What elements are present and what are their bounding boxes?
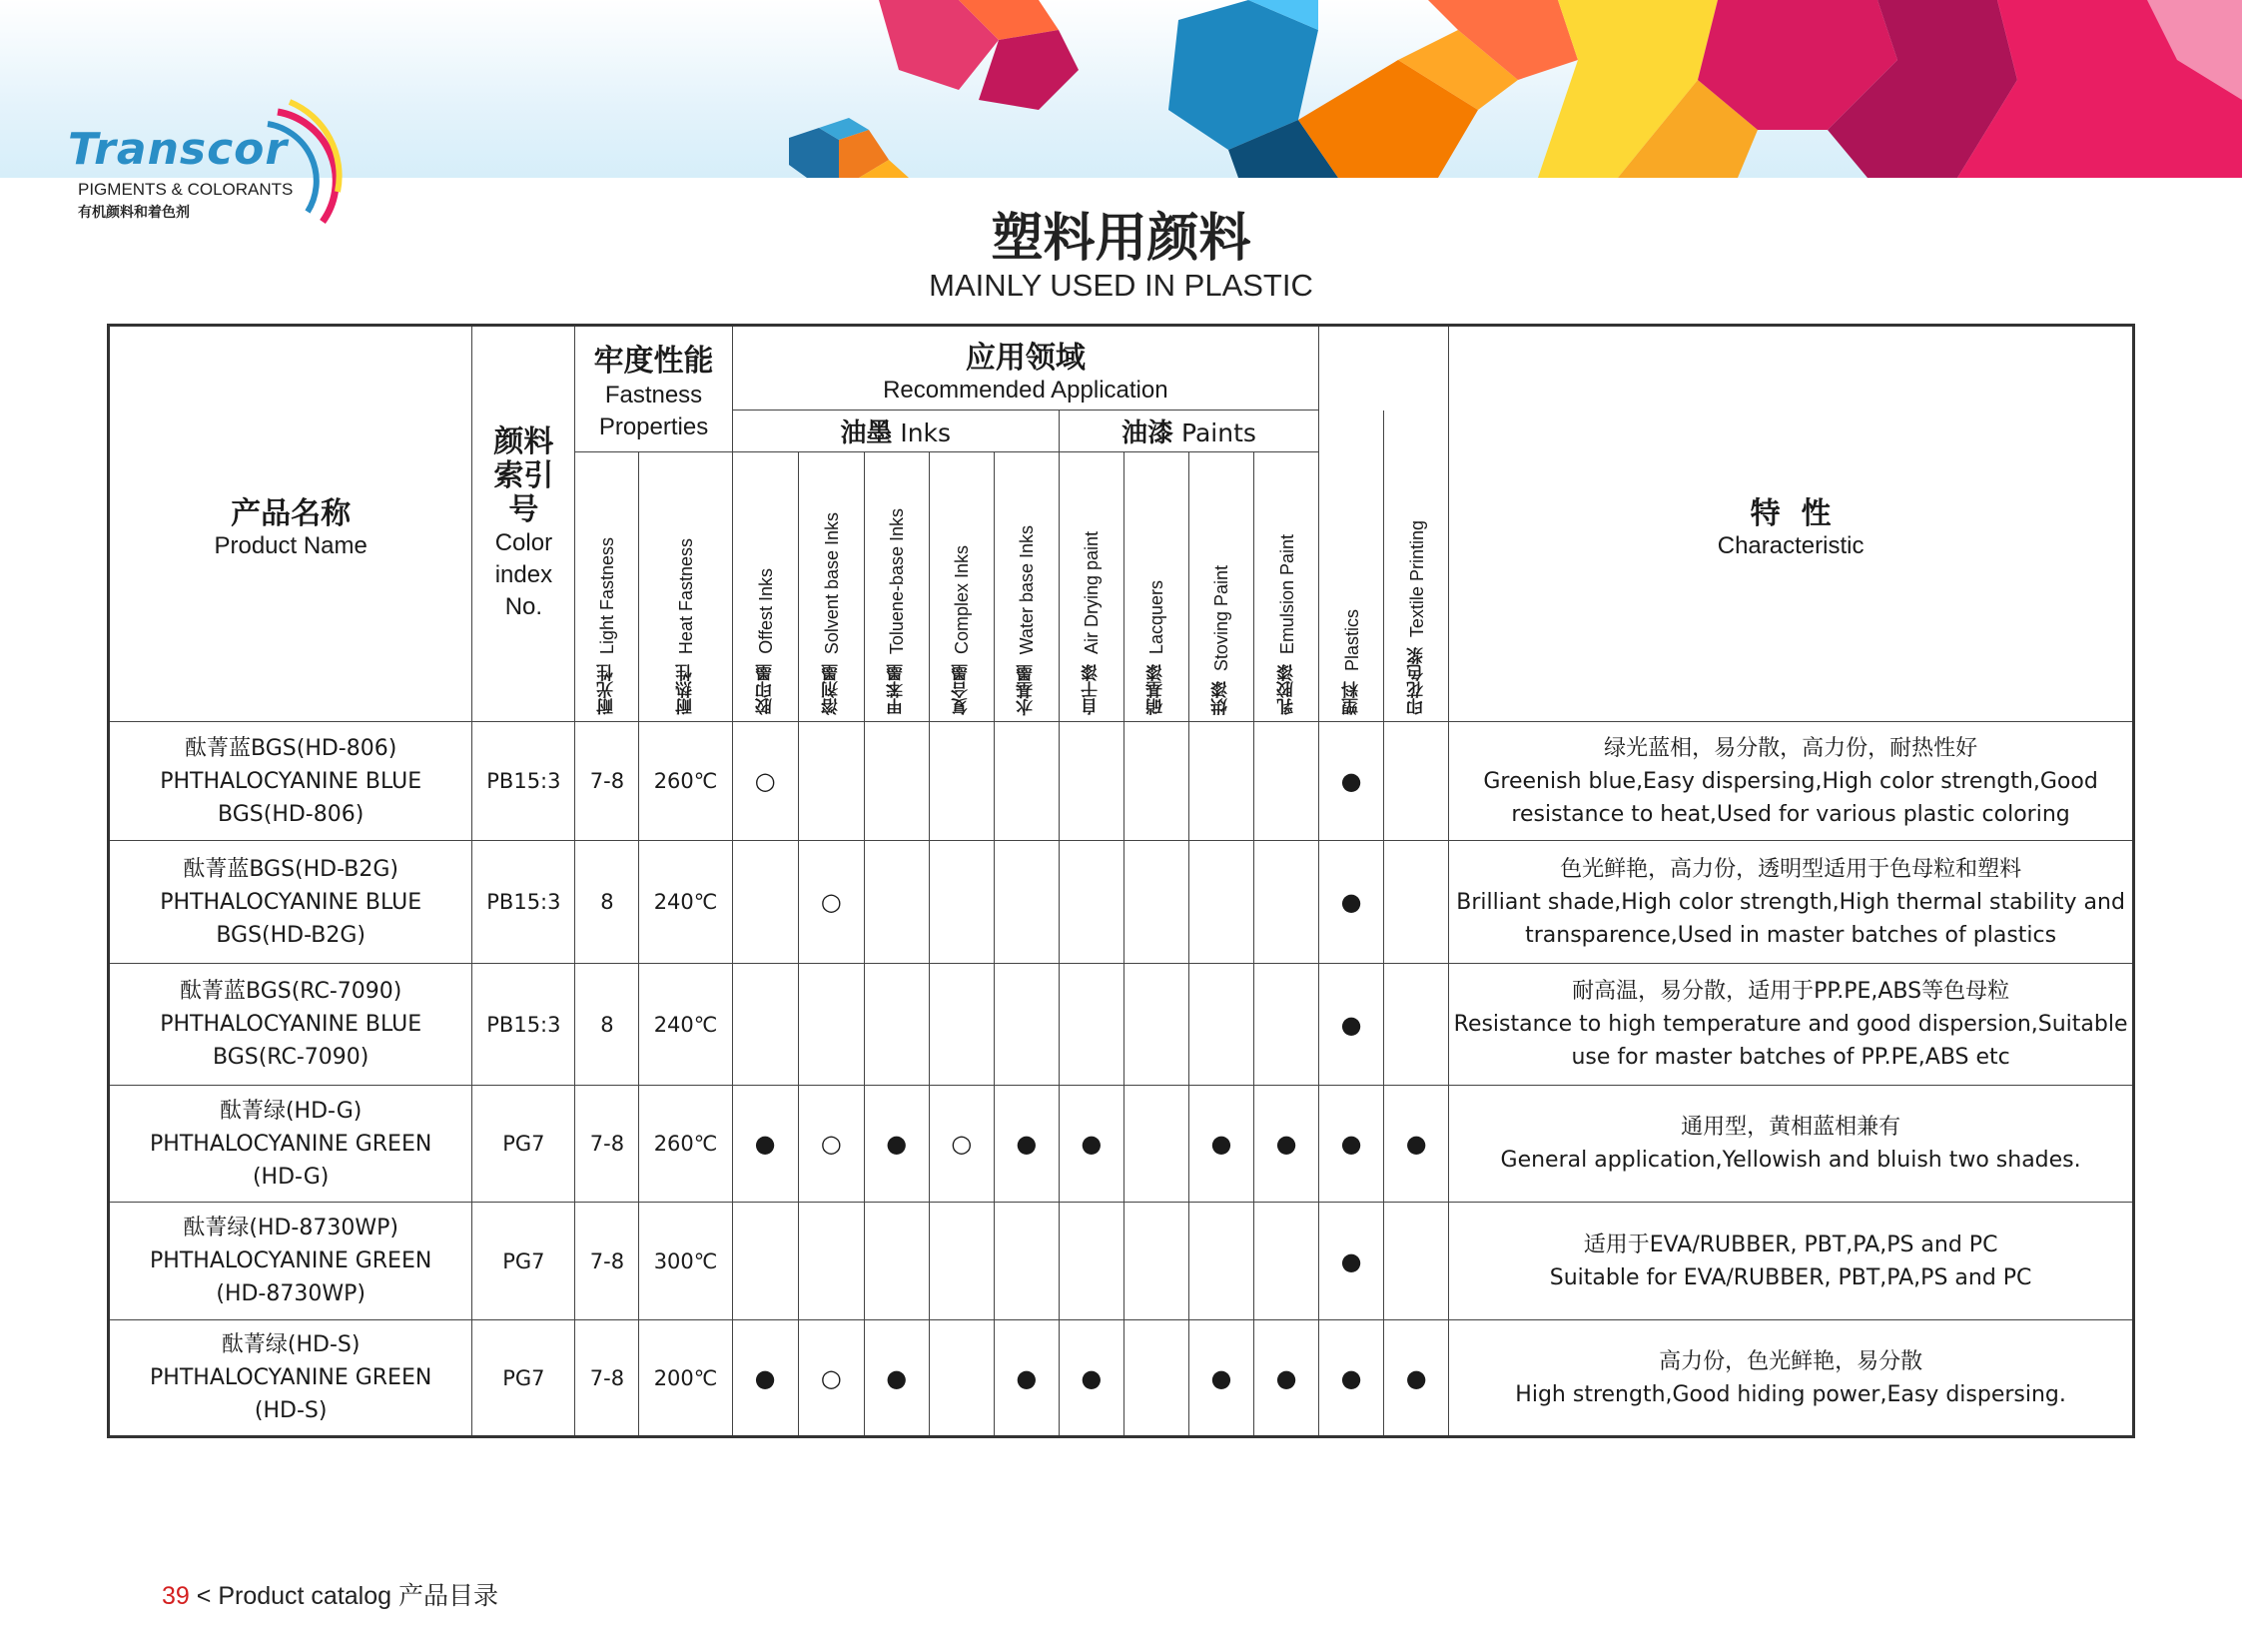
mark-air-drying-paint bbox=[1059, 1203, 1123, 1320]
color-index: PG7 bbox=[472, 1320, 575, 1437]
heat-fastness-value: 260℃ bbox=[639, 722, 732, 841]
product-name: 酞菁蓝BGS(HD-806) PHTHALOCYANINE BLUE BGS(HD-806) bbox=[109, 722, 472, 841]
mark-textile-printing: ● bbox=[1384, 1086, 1449, 1203]
header-application: 应用领域 Recommended Application bbox=[732, 326, 1319, 411]
col-emulsion-paint: 乳胶漆 Emulsion Paint bbox=[1253, 452, 1318, 722]
col-air-drying-paint: 自干漆 Air Drying paint bbox=[1059, 452, 1123, 722]
mark-stoving-paint bbox=[1188, 841, 1253, 964]
logo-tagline-en: PIGMENTS & COLORANTS bbox=[78, 180, 294, 199]
col-lacquers: 硝基漆 Lacquers bbox=[1123, 452, 1188, 722]
light-fastness-value: 8 bbox=[575, 964, 639, 1086]
mark-complex-inks bbox=[929, 1203, 994, 1320]
mark-water-inks: ● bbox=[994, 1320, 1059, 1437]
table-row bbox=[109, 964, 2134, 1086]
mark-emulsion-paint bbox=[1253, 841, 1318, 964]
mark-lacquers bbox=[1123, 722, 1188, 841]
header-fastness: 牢度性能 Fastness Properties bbox=[575, 326, 732, 452]
product-table bbox=[107, 324, 2135, 1438]
mark-complex-inks bbox=[929, 722, 994, 841]
col-toluene-inks: 甲苯墨 Toluene-base Inks bbox=[864, 452, 929, 722]
mark-water-inks bbox=[994, 1203, 1059, 1320]
mark-plastics: ● bbox=[1319, 964, 1384, 1086]
mark-water-inks bbox=[994, 841, 1059, 964]
mark-textile-printing: ● bbox=[1384, 1320, 1449, 1437]
product-name: 酞菁绿(HD-8730WP) PHTHALOCYANINE GREEN (HD-8730WP) bbox=[109, 1203, 472, 1320]
product-name: 酞菁蓝BGS(HD-B2G) PHTHALOCYANINE BLUE BGS(HD-B2G) bbox=[109, 841, 472, 964]
mark-textile-printing bbox=[1384, 964, 1449, 1086]
characteristic: 色光鲜艳，高力份，透明型适用于色母粒和塑料 Brilliant shade,High color strength,High thermal stability and transparence,Used in master batches of plastics bbox=[1449, 841, 2134, 964]
mark-offset-inks bbox=[732, 1203, 798, 1320]
mark-water-inks bbox=[994, 964, 1059, 1086]
product-name: 酞菁蓝BGS(RC-7090) PHTHALOCYANINE BLUE BGS(RC-7090) bbox=[109, 964, 472, 1086]
mark-emulsion-paint bbox=[1253, 964, 1318, 1086]
table-row bbox=[109, 1203, 2134, 1320]
mark-stoving-paint bbox=[1188, 964, 1253, 1086]
col-offset-inks: 胶印墨 Offest Inks bbox=[732, 452, 798, 722]
mark-lacquers bbox=[1123, 964, 1188, 1086]
col-complex-inks: 复合墨 Complex Inks bbox=[929, 452, 994, 722]
mark-air-drying-paint: ● bbox=[1059, 1320, 1123, 1437]
mark-plastics: ● bbox=[1319, 1086, 1384, 1203]
characteristic: 高力份，色光鲜艳，易分散 High strength,Good hiding power,Easy dispersing. bbox=[1449, 1320, 2134, 1437]
col-light-fastness: 耐光性 Light Fastness bbox=[575, 452, 639, 722]
mark-complex-inks bbox=[929, 841, 994, 964]
header-application-extra bbox=[1319, 326, 1449, 411]
header-color-index: 颜料索引号 Color index No. bbox=[472, 326, 575, 722]
col-plastics: 塑料 Plastics bbox=[1319, 411, 1384, 722]
header-paints: 油漆 Paints bbox=[1059, 411, 1318, 452]
mark-complex-inks bbox=[929, 1320, 994, 1437]
mark-air-drying-paint bbox=[1059, 722, 1123, 841]
logo-tagline-cn: 有机颜料和着色剂 bbox=[78, 205, 190, 221]
mark-lacquers bbox=[1123, 1086, 1188, 1203]
color-index: PB15:3 bbox=[472, 722, 575, 841]
mark-stoving-paint bbox=[1188, 1203, 1253, 1320]
mark-complex-inks bbox=[929, 964, 994, 1086]
heat-fastness-value: 300℃ bbox=[639, 1203, 732, 1320]
col-stoving-paint: 烘漆 Stoving Paint bbox=[1188, 452, 1253, 722]
mark-offset-inks bbox=[732, 841, 798, 964]
characteristic: 适用于EVA/RUBBER, PBT,PA,PS and PC Suitable for EVA/RUBBER, PBT,PA,PS and PC bbox=[1449, 1203, 2134, 1320]
footer-label: Product catalog 产品目录 bbox=[218, 1582, 498, 1610]
light-fastness-value: 7-8 bbox=[575, 1086, 639, 1203]
mark-emulsion-paint: ● bbox=[1253, 1320, 1318, 1437]
col-textile-printing: 印花色浆 Textile Printing bbox=[1384, 411, 1449, 722]
mark-toluene-inks bbox=[864, 722, 929, 841]
mark-toluene-inks: ● bbox=[864, 1320, 929, 1437]
mark-toluene-inks bbox=[864, 1203, 929, 1320]
color-index: PG7 bbox=[472, 1086, 575, 1203]
heat-fastness-value: 240℃ bbox=[639, 964, 732, 1086]
mark-air-drying-paint bbox=[1059, 841, 1123, 964]
mark-stoving-paint: ● bbox=[1188, 1320, 1253, 1437]
mark-textile-printing bbox=[1384, 841, 1449, 964]
mark-offset-inks: ● bbox=[732, 1320, 798, 1437]
characteristic: 通用型，黄相蓝相兼有 General application,Yellowish and bluish two shades. bbox=[1449, 1086, 2134, 1203]
logo-wordmark: Transcor bbox=[68, 124, 289, 175]
mark-solvent-inks: ○ bbox=[798, 1086, 864, 1203]
page-footer bbox=[162, 1576, 498, 1612]
mark-toluene-inks bbox=[864, 964, 929, 1086]
heat-fastness-value: 260℃ bbox=[639, 1086, 732, 1203]
mark-textile-printing bbox=[1384, 1203, 1449, 1320]
light-fastness-value: 8 bbox=[575, 841, 639, 964]
light-fastness-value: 7-8 bbox=[575, 1320, 639, 1437]
mark-toluene-inks: ● bbox=[864, 1086, 929, 1203]
light-fastness-value: 7-8 bbox=[575, 722, 639, 841]
mark-stoving-paint: ● bbox=[1188, 1086, 1253, 1203]
mark-emulsion-paint bbox=[1253, 722, 1318, 841]
color-index: PB15:3 bbox=[472, 841, 575, 964]
heat-fastness-value: 200℃ bbox=[639, 1320, 732, 1437]
light-fastness-value: 7-8 bbox=[575, 1203, 639, 1320]
col-heat-fastness: 耐热性 Heat Fastness bbox=[639, 452, 732, 722]
mark-solvent-inks bbox=[798, 964, 864, 1086]
characteristic: 绿光蓝相，易分散，高力份，耐热性好 Greenish blue,Easy dispersing,High color strength,Good resistance to heat,Used for various plastic coloring bbox=[1449, 722, 2134, 841]
col-solvent-inks: 溶剂墨 Solvent base Inks bbox=[798, 452, 864, 722]
mark-solvent-inks: ○ bbox=[798, 841, 864, 964]
characteristic: 耐高温，易分散，适用于PP.PE,ABS等色母粒 Resistance to high temperature and good dispersion,Suitable use for master batches of PP.PE,ABS etc bbox=[1449, 964, 2134, 1086]
mark-plastics: ● bbox=[1319, 1320, 1384, 1437]
product-name: 酞菁绿(HD-G) PHTHALOCYANINE GREEN (HD-G) bbox=[109, 1086, 472, 1203]
mark-textile-printing bbox=[1384, 722, 1449, 841]
header-characteristic: 特 性 Characteristic bbox=[1449, 326, 2134, 722]
page-title-cn: 塑料用颜料 bbox=[991, 209, 1251, 269]
table-row bbox=[109, 1086, 2134, 1203]
mark-air-drying-paint bbox=[1059, 964, 1123, 1086]
header-product-name: 产品名称 Product Name bbox=[109, 326, 472, 722]
col-water-inks: 水基墨 Water base Inks bbox=[994, 452, 1059, 722]
table-row bbox=[109, 722, 2134, 841]
mark-lacquers bbox=[1123, 1320, 1188, 1437]
mark-complex-inks: ○ bbox=[929, 1086, 994, 1203]
mark-water-inks bbox=[994, 722, 1059, 841]
page-title-en: MAINLY USED IN PLASTIC bbox=[929, 268, 1313, 303]
mark-emulsion-paint bbox=[1253, 1203, 1318, 1320]
color-index: PG7 bbox=[472, 1203, 575, 1320]
page-number: 39 bbox=[162, 1582, 190, 1610]
product-name: 酞菁绿(HD-S) PHTHALOCYANINE GREEN (HD-S) bbox=[109, 1320, 472, 1437]
mark-emulsion-paint: ● bbox=[1253, 1086, 1318, 1203]
mark-plastics: ● bbox=[1319, 1203, 1384, 1320]
mark-offset-inks: ○ bbox=[732, 722, 798, 841]
mark-air-drying-paint: ● bbox=[1059, 1086, 1123, 1203]
mark-offset-inks bbox=[732, 964, 798, 1086]
mark-stoving-paint bbox=[1188, 722, 1253, 841]
heat-fastness-value: 240℃ bbox=[639, 841, 732, 964]
mark-plastics: ● bbox=[1319, 722, 1384, 841]
mark-lacquers bbox=[1123, 1203, 1188, 1320]
mark-toluene-inks bbox=[864, 841, 929, 964]
mark-solvent-inks bbox=[798, 722, 864, 841]
table-row bbox=[109, 841, 2134, 964]
mark-solvent-inks bbox=[798, 1203, 864, 1320]
mark-plastics: ● bbox=[1319, 841, 1384, 964]
mark-lacquers bbox=[1123, 841, 1188, 964]
mark-water-inks: ● bbox=[994, 1086, 1059, 1203]
footer-separator: < bbox=[196, 1582, 212, 1610]
color-index: PB15:3 bbox=[472, 964, 575, 1086]
header-inks: 油墨 Inks bbox=[732, 411, 1059, 452]
mark-solvent-inks: ○ bbox=[798, 1320, 864, 1437]
table-row bbox=[109, 1320, 2134, 1437]
mark-offset-inks: ● bbox=[732, 1086, 798, 1203]
